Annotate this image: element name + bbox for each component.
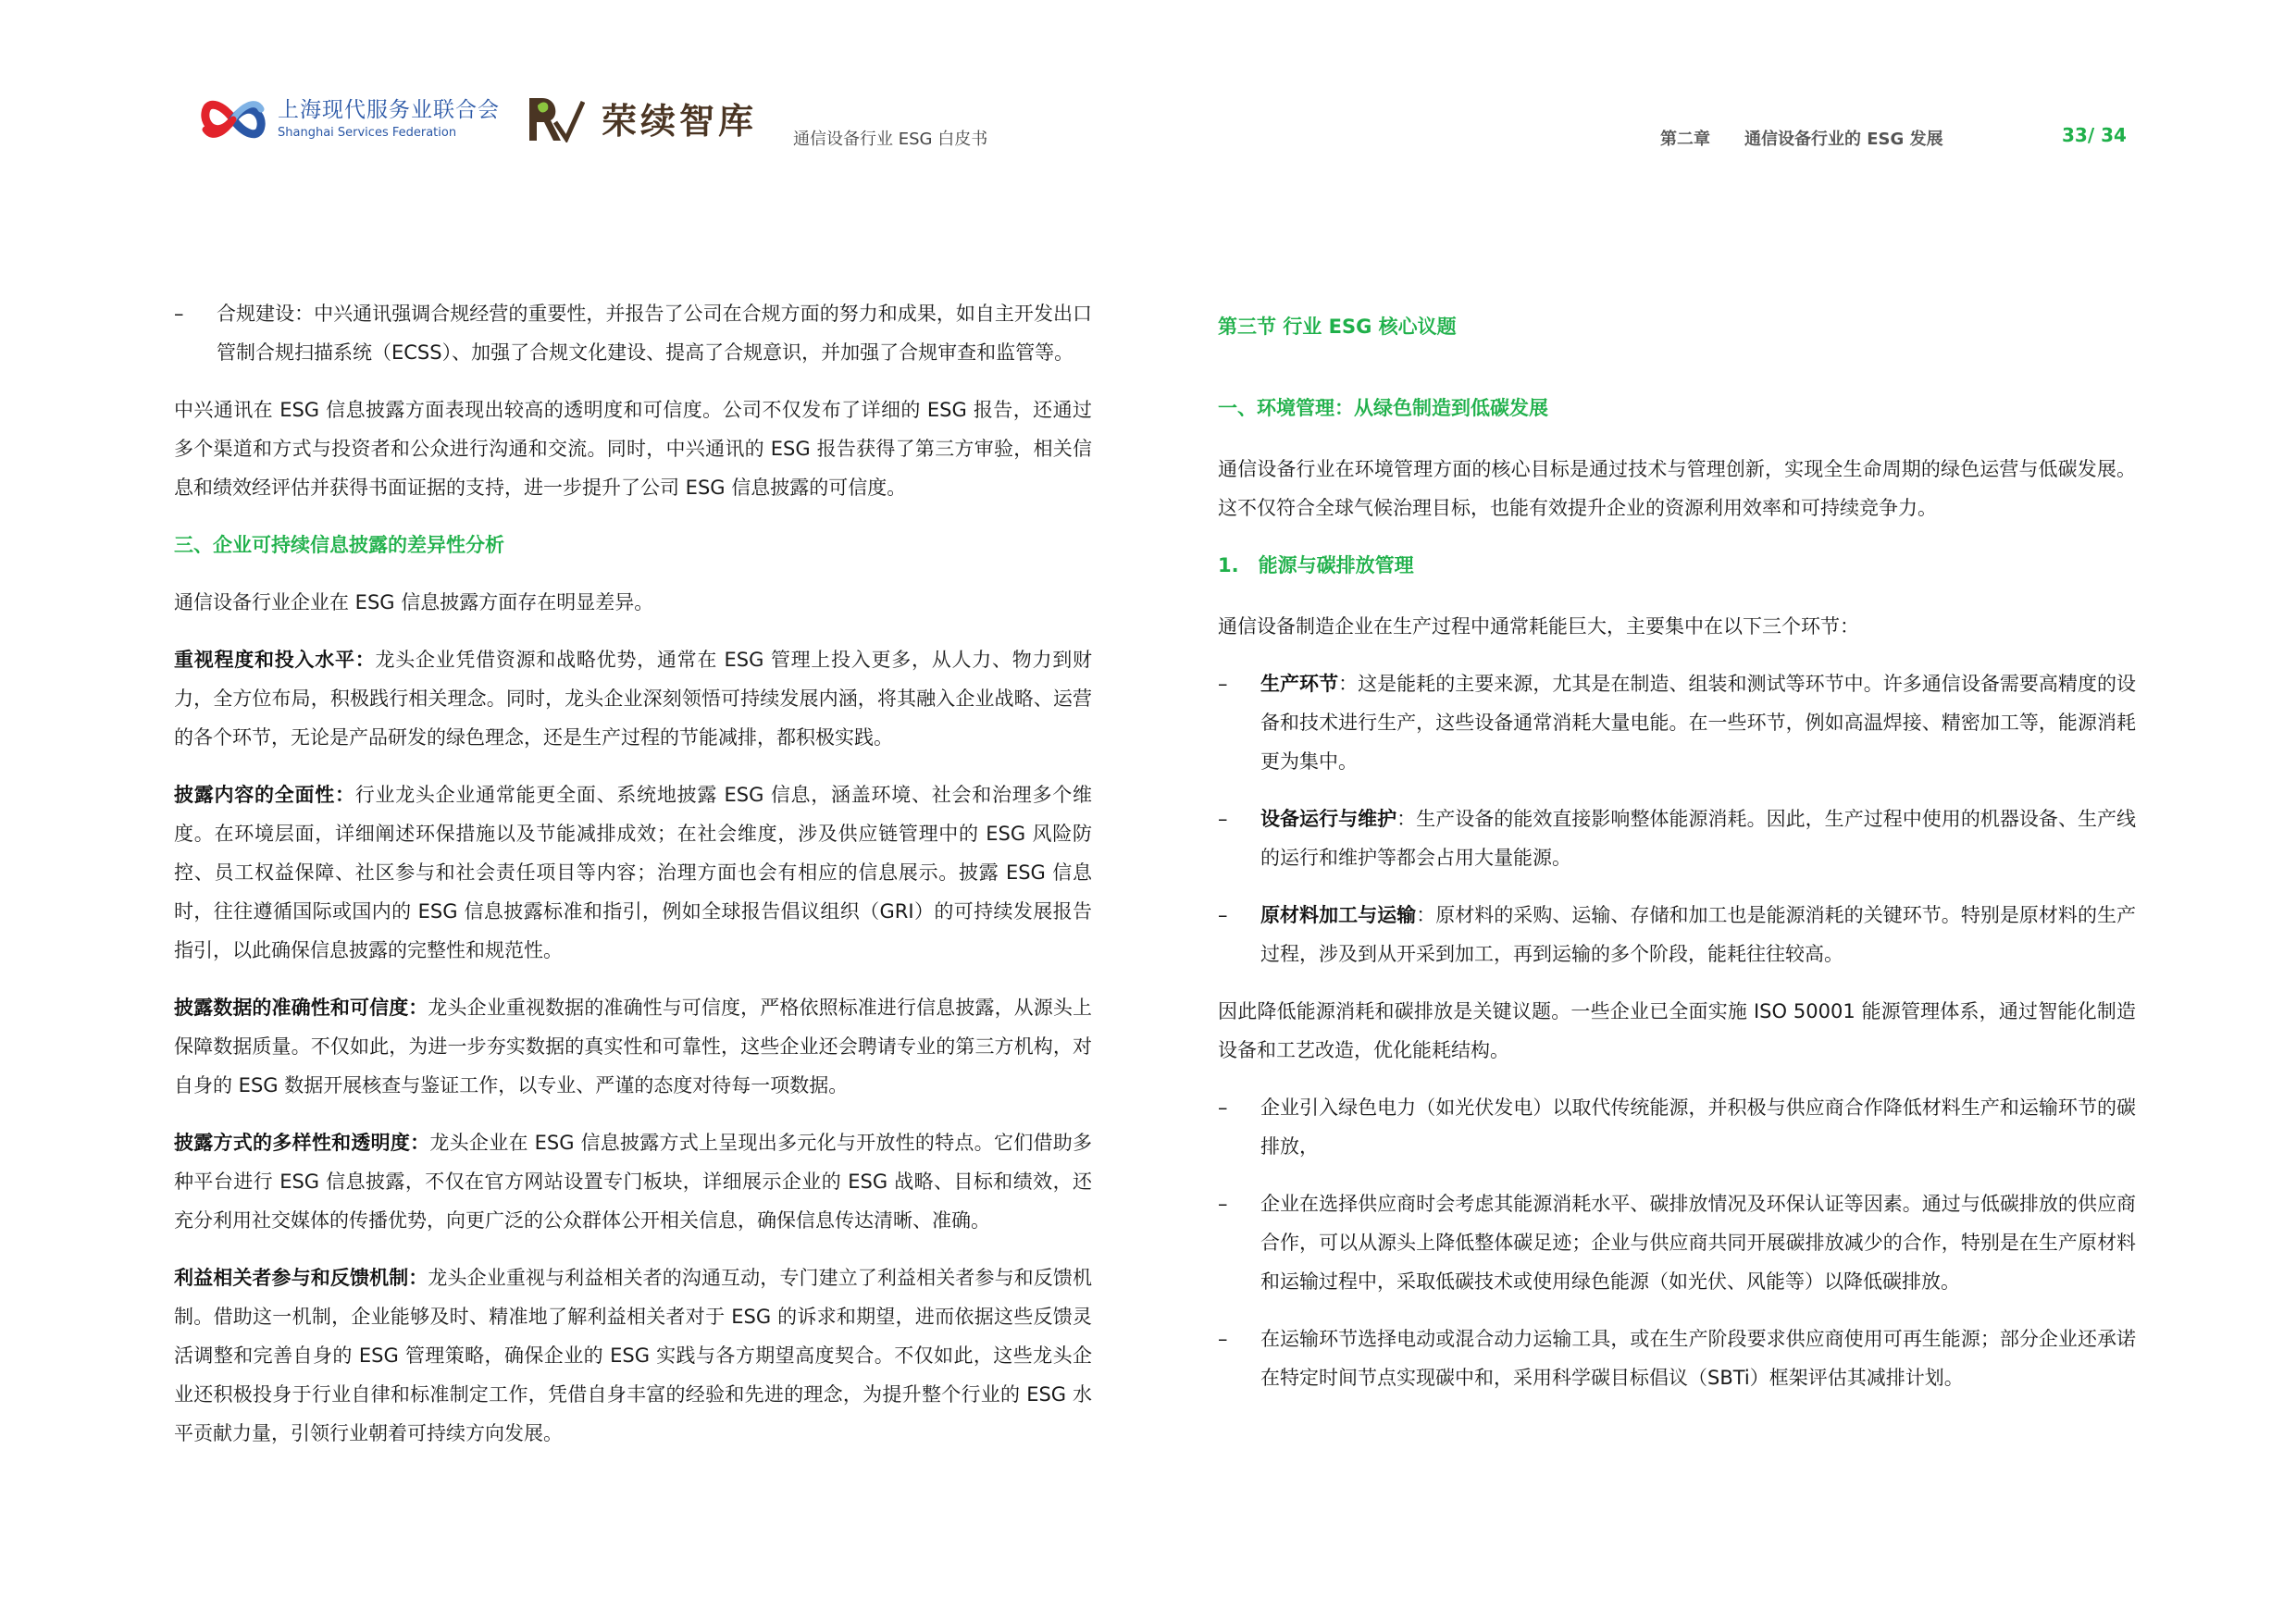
item-label: 重视程度和投入水平： bbox=[174, 649, 376, 671]
item-paragraph bbox=[174, 988, 1092, 1105]
subsection-heading: 一、环境管理：从绿色制造到低碳发展 bbox=[1218, 397, 1548, 419]
item-text: 龙头企业重视与利益相关者的沟通互动，专门建立了利益相关者参与和反馈机制。借助这一机制，企业能够及时、精准地了解利益相关者对于 ESG 的诉求和期望，进而依据这些反馈灵活调整和完善自身的 ESG 管理策略，确保企业的 ESG 实践与各方期望高度契合。不仅如此，这些龙头企业还积极投身于行业自律和标准制定工作，凭借自身丰富的经验和先进的理念，为提升整个行业的 ESG 水平贡献力量，引领行业朝着可持续方向发展。 bbox=[174, 1267, 1093, 1444]
item-label: 利益相关者参与和反馈机制： bbox=[174, 1267, 428, 1289]
energy-link-bullet bbox=[1218, 896, 2136, 973]
dash-bullet-icon: – bbox=[174, 303, 184, 325]
bullet-text: 企业引入绿色电力（如光伏发电）以取代传统能源，并积极与供应商合作降低材料生产和运输环节的碳排放， bbox=[1260, 1096, 2136, 1158]
chapter-title: 通信设备行业的 ESG 发展 bbox=[1744, 130, 1943, 149]
energy-link-bullet bbox=[1218, 799, 2136, 877]
dash-bullet-icon: – bbox=[1218, 1328, 1228, 1350]
dash-bullet-icon: – bbox=[1218, 1193, 1228, 1215]
item-text: 行业龙头企业通常能更全面、系统地披露 ESG 信息，涵盖环境、社会和治理多个维度。在环境层面，详细阐述环保措施以及节能减排成效；在社会维度，涉及供应链管理中的 ESG 风险防控、员工权益保障、社区参与和社会责任项目等内容；治理方面也会有相应的信息展示。披露 ESG 信息时，往往遵循国际或国内的 ESG 信息披露标准和指引，例如全球报告倡议组织（GRI）的可持续发展报告指引，以此确保信息披露的完整性和规范性。 bbox=[174, 784, 1092, 961]
rx-name: 荣续智库 bbox=[602, 101, 758, 142]
item-text: 龙头企业重视数据的准确性与可信度，严格依照标准进行信息披露，从源头上保障数据质量。不仅如此，为进一步夯实数据的真实性和可靠性，这些企业还会聘请专业的第三方机构，对自身的 ESG 数据开展核查与鉴证工作，以专业、严谨的态度对待每一项数据。 bbox=[174, 997, 1093, 1096]
measure-bullet bbox=[1218, 1184, 2136, 1301]
ssf-logo bbox=[200, 93, 500, 146]
section-heading: 三、企业可持续信息披露的差异性分析 bbox=[174, 534, 504, 556]
item-paragraph bbox=[174, 1258, 1092, 1453]
compliance-bullet bbox=[174, 294, 1092, 372]
item-label: 披露内容的全面性： bbox=[174, 784, 355, 806]
item-text: 龙头企业在 ESG 信息披露方式上呈现出多元化与开放性的特点。它们借助多种平台进行 ESG 信息披露，不仅在官方网站设置专门板块，详细展示企业的 ESG 战略、目标和绩效，还充分利用社交媒体的传播优势，向更广泛的公众群体公开相关信息，确保信息传达清晰、准确。 bbox=[174, 1132, 1092, 1232]
rx-leaf-logo-icon bbox=[526, 94, 585, 142]
item-text: 龙头企业凭借资源和战略优势，通常在 ESG 管理上投入更多，从人力、物力到财力，全方位布局，积极践行相关理念。同时，龙头企业深刻领悟可持续发展内涵，将其融入企业战略、运营的各个环节，无论是产品研发的绿色理念，还是生产过程的节能减排，都积极实践。 bbox=[174, 649, 1092, 749]
measure-bullet bbox=[1218, 1319, 2136, 1397]
item-paragraph bbox=[174, 775, 1092, 970]
item-label: 披露方式的多样性和透明度： bbox=[174, 1132, 430, 1154]
bullet-label: 生产环节 bbox=[1260, 673, 1339, 695]
numbered-heading: 1. 能源与碳排放管理 bbox=[1218, 554, 1414, 576]
ssf-name-cn: 上海现代服务业联合会 bbox=[278, 98, 500, 122]
bullet-text: ：原材料的采购、运输、存储和加工也是能源消耗的关键环节。特别是原材料的生产过程，涉及到从开采到加工，再到运输的多个阶段，能耗往往较高。 bbox=[1260, 904, 2137, 965]
bullet-text: 合规建设：中兴通讯强调合规经营的重要性，并报告了公司在合规方面的努力和成果，如自主开发出口管制合规扫描系统（ECSS）、加强了合规文化建设、提高了合规意识，并加强了合规审查和监管等。 bbox=[217, 303, 1092, 364]
paragraph: 中兴通讯在 ESG 信息披露方面表现出较高的透明度和可信度。公司不仅发布了详细的 ESG 报告，还通过多个渠道和方式与投资者和公众进行沟通和交流。同时，中兴通讯的 ESG 报告获得了第三方审验，相关信息和绩效经评估并获得书面证据的支持，进一步提升了公司 ESG 信息披露的可信度。 bbox=[174, 399, 1092, 499]
right-column bbox=[1218, 307, 2136, 1416]
intro-paragraph: 通信设备行业企业在 ESG 信息披露方面存在明显差异。 bbox=[174, 591, 654, 613]
document-title: 通信设备行业 ESG 白皮书 bbox=[793, 130, 988, 149]
ssf-name-en: Shanghai Services Federation bbox=[278, 126, 457, 140]
energy-link-bullet bbox=[1218, 664, 2136, 781]
item-paragraph bbox=[174, 640, 1092, 757]
bullet-text: ：生产设备的能效直接影响整体能源消耗。因此，生产过程中使用的机器设备、生产线的运行和维护等都会占用大量能源。 bbox=[1260, 808, 2137, 869]
bullet-label: 原材料加工与运输 bbox=[1260, 904, 1417, 926]
page-number: 33/ 34 bbox=[2062, 124, 2127, 146]
bullet-text: 在运输环节选择电动或混合动力运输工具，或在生产阶段要求供应商使用可再生能源；部分企业还承诺在特定时间节点实现碳中和，采用科学碳目标倡议（SBTi）框架评估其减排计划。 bbox=[1260, 1328, 2136, 1389]
dash-bullet-icon: – bbox=[1218, 1096, 1228, 1119]
paragraph: 通信设备制造企业在生产过程中通常耗能巨大，主要集中在以下三个环节： bbox=[1218, 615, 1859, 638]
item-paragraph bbox=[174, 1123, 1092, 1240]
measure-bullet bbox=[1218, 1088, 2136, 1166]
dash-bullet-icon: – bbox=[1218, 904, 1228, 926]
paragraph: 通信设备行业在环境管理方面的核心目标是通过技术与管理创新，实现全生命周期的绿色运营与低碳发展。这不仅符合全球气候治理目标，也能有效提升企业的资源利用效率和可持续竞争力。 bbox=[1218, 458, 2136, 519]
bullet-text: 企业在选择供应商时会考虑其能源消耗水平、碳排放情况及环保认证等因素。通过与低碳排放的供应商合作，可以从源头上降低整体碳足迹；企业与供应商共同开展碳排放减少的合作，特别是在生产原材料和运输过程中，采取低碳技术或使用绿色能源（如光伏、风能等）以降低碳排放。 bbox=[1260, 1193, 2136, 1293]
dash-bullet-icon: – bbox=[1218, 808, 1228, 830]
left-column bbox=[174, 294, 1092, 1471]
item-label: 披露数据的准确性和可信度： bbox=[174, 997, 428, 1019]
chapter-label: 第二章 bbox=[1660, 130, 1710, 149]
section-title: 第三节 行业 ESG 核心议题 bbox=[1218, 316, 1457, 338]
dash-bullet-icon: – bbox=[1218, 673, 1228, 695]
bullet-text: ：这是能耗的主要来源，尤其是在制造、组装和测试等环节中。许多通信设备需要高精度的设备和技术进行生产，这些设备通常消耗大量电能。在一些环节，例如高温焊接、精密加工等，能源消耗更为集中。 bbox=[1260, 673, 2136, 773]
bullet-label: 设备运行与维护 bbox=[1260, 808, 1397, 830]
page-header bbox=[0, 0, 2296, 185]
paragraph: 因此降低能源消耗和碳排放是关键议题。一些企业已全面实施 ISO 50001 能源管理体系，通过智能化制造设备和工艺改造，优化能耗结构。 bbox=[1218, 1000, 2136, 1061]
rx-logo bbox=[526, 93, 757, 143]
infinity-heart-logo-icon bbox=[200, 93, 267, 146]
